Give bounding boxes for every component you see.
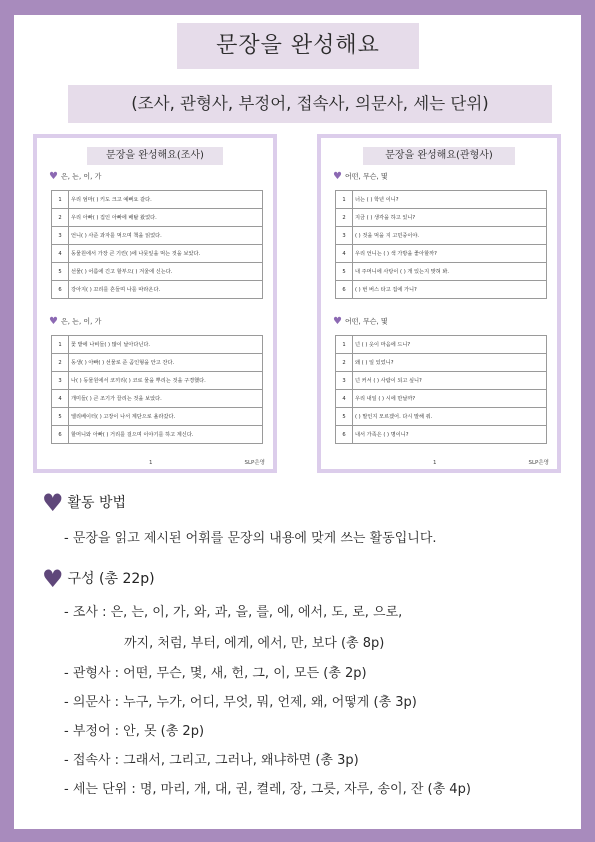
preview-table [335,335,547,444]
preview-section-heading: ♥ 어떤, 무슨, 몇 [333,171,388,182]
table-row: 4 개미들( ) 큰 조기가 끌리는 것을 보았다. [52,390,263,408]
preview-section-heading: ♥ 은, 는, 이, 가 [49,171,102,182]
composition-line-josa-cont: 까지, 처럼, 부터, 에게, 에서, 만, 보다 (총 8p) [124,636,385,651]
activity-heading: ♥ 활동 방법 [42,489,127,517]
composition-line-uimunsa: - 의문사 : 누구, 누가, 어디, 무엇, 뭐, 언제, 왜, 어떻게 (총 3p) [64,695,417,710]
heart-icon: ♥ [333,316,342,327]
heart-icon: ♥ [42,565,64,593]
table-row: 2 우리 아빠( ) 집인 아빠에 배탈 왔었다. [52,209,263,227]
table-row: 3 ( ) 것을 먹을 지 고민중이야. [336,227,547,245]
heart-icon: ♥ [333,171,342,182]
table-row: 4 우리 내일 ( ) 시에 만날까? [336,390,547,408]
table-row: 3 언니( ) 사준 과자를 먹으며 책을 읽었다. [52,227,263,245]
composition-line-jeopsoksa: - 접속사 : 그래서, 그리고, 그러나, 왜냐하면 (총 3p) [64,753,359,768]
preview-brand: SLP은영 [528,460,549,466]
table-row: 5 선물( ) 어름에 긴고 할부으( ) 겨울에 신는다. [52,263,263,281]
table-row: 5 내 주머니에 사탕이 ( ) 개 있는지 맞혀 봐. [336,263,547,281]
composition-line-josa: - 조사 : 은, 는, 이, 가, 와, 과, 을, 를, 에, 에서, 도, 로, 으로, [64,605,403,620]
table-row: 2 동생( ) 아빠( ) 선물로 준 곰인형을 안고 잔다. [52,354,263,372]
worksheet-page [14,15,581,829]
preview-table [51,190,263,299]
table-row: 2 지금 ( ) 생각을 하고 있니? [336,209,547,227]
table-row: 6 내서 가족은 ( ) 명이니? [336,426,547,444]
table-row: 5 ( ) 말인지 모르겠어. 다시 말해 줘. [336,408,547,426]
composition-heading: ♥ 구성 (총 22p) [42,565,155,593]
table-row: 1 우리 엄마( ) 키도 크고 예뻐요 같다. [52,191,263,209]
table-row: 4 동물원에서 가장 큰 기린( )에 나뭇잎을 먹는 것을 보았다. [52,245,263,263]
heart-icon: ♥ [49,316,58,327]
preview-section-heading: ♥ 어떤, 무슨, 몇 [333,316,388,327]
preview-section-heading: ♥ 은, 는, 이, 가 [49,316,102,327]
table-row: 6 ( ) 번 버스 타고 집에 가니? [336,281,547,299]
preview-page-number: 1 [149,460,153,466]
table-row: 1 너는 ( ) 학년 이니? [336,191,547,209]
table-row: 2 왜 ( ) 일 있었니? [336,354,547,372]
preview-table [51,335,263,444]
table-row: 6 할머니와 아빠( ) 거리를 걸으며 이야기를 하고 계신다. [52,426,263,444]
preview-card-gwanhyeongsa [317,134,561,473]
table-row: 3 넌 커서 ( ) 사람이 되고 싶니? [336,372,547,390]
preview-card-josa [33,134,277,473]
composition-line-bujeongeo: - 부정어 : 안, 못 (총 2p) [64,724,205,739]
preview-brand: SLP은영 [244,460,265,466]
page-title: 문장을 완성해요 [177,23,419,69]
composition-line-gwanhyeongsa: - 관형사 : 어떤, 무슨, 몇, 새, 헌, 그, 이, 모든 (총 2p) [64,666,367,681]
page-subtitle: (조사, 관형사, 부정어, 접속사, 의문사, 세는 단위) [68,85,552,123]
heart-icon: ♥ [42,489,64,517]
table-row: 4 우리 언니는 ( ) 색 가방을 좋아할까? [336,245,547,263]
preview-title: 문장을 완성해요(관형사) [363,147,515,165]
table-row: 5 엘리베이터( ) 고장이 나서 계단으로 올라갔다. [52,408,263,426]
preview-table [335,190,547,299]
preview-page-number: 1 [433,460,437,466]
activity-description: - 문장을 읽고 제시된 어휘를 문장의 내용에 맞게 쓰는 활동입니다. [64,531,437,546]
preview-title: 문장을 완성해요(조사) [87,147,223,165]
composition-line-seneun-danwi: - 세는 단위 : 명, 마리, 개, 대, 권, 켤레, 장, 그릇, 자루, 송이, 잔 (총 4p) [64,782,471,797]
heart-icon: ♥ [49,171,58,182]
table-row: 1 넌 ( ) 옷이 마음에 드니? [336,336,547,354]
table-row: 6 강아지( ) 꼬리를 흔들며 나를 따라온다. [52,281,263,299]
table-row: 3 나( ) 동물원에서 코끼리( ) 코로 물을 뿌리는 것을 구경했다. [52,372,263,390]
table-row: 1 꽃 밭에 나비들( ) 많이 날아다닌다. [52,336,263,354]
